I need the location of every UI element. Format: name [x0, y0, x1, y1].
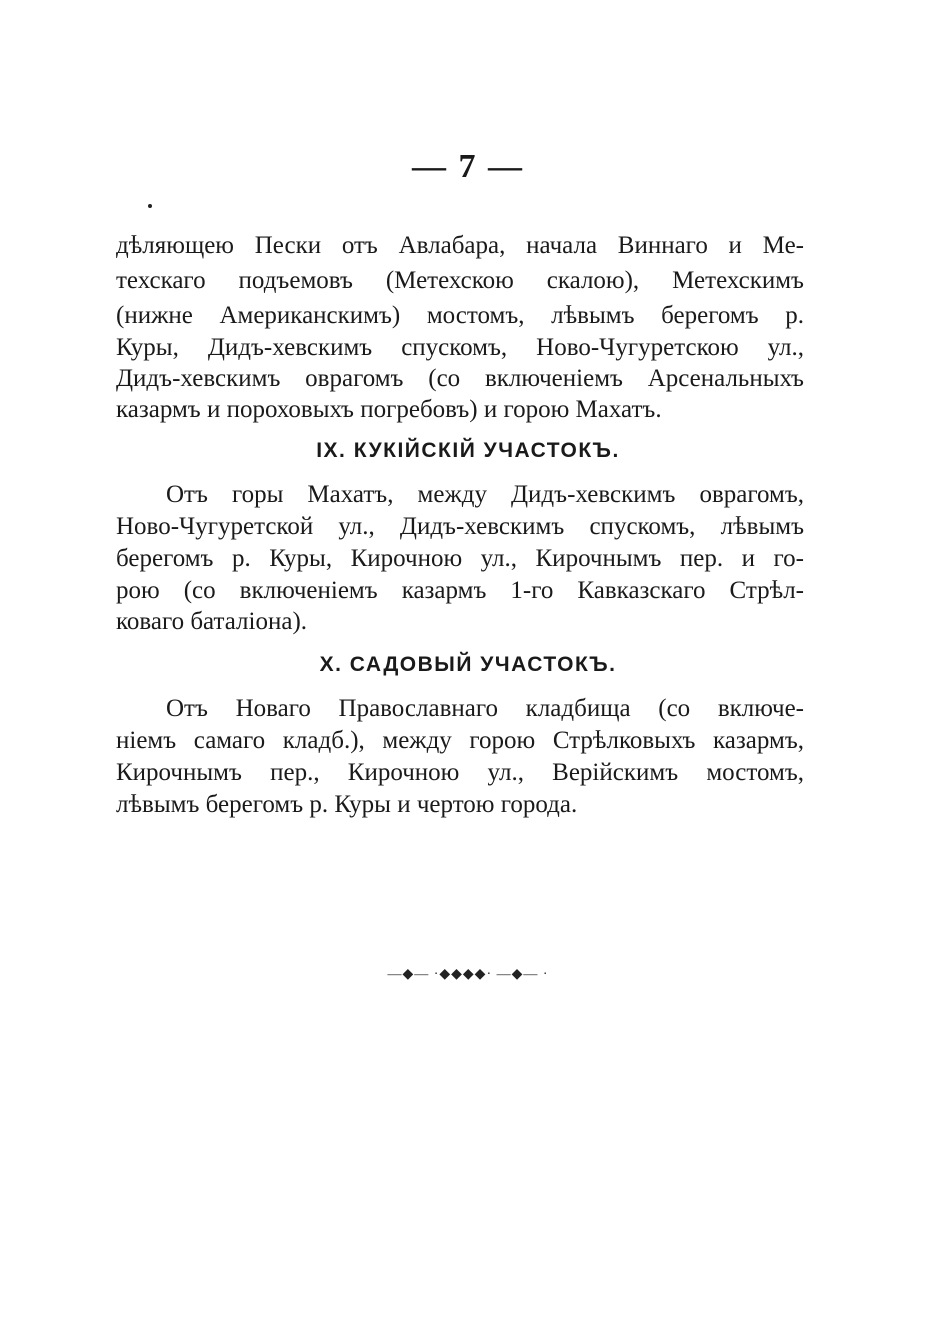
- section-heading-x: X. САДОВЫЙ УЧАСТОКЪ.: [319, 653, 617, 676]
- text-line: Отъ горы Махатъ, между Дидъ-хевскимъ оврагомъ,: [166, 481, 804, 508]
- text-line: Кирочнымъ пер., Кирочною ул., Верійскимъ мостомъ,: [116, 759, 804, 786]
- text-line: дѣляющею Пески отъ Авлабара, начала Виннаго и Ме-: [116, 232, 804, 259]
- text-line: берегомъ р. Куры, Кирочною ул., Кирочнымъ пер. и го-: [116, 545, 804, 572]
- text-line: рою (со включеніемъ казармъ 1-го Кавказскаго Стрѣл-: [116, 577, 804, 604]
- text-line: Ново-Чугуретской ул., Дидъ-хевскимъ спускомъ, лѣвымъ: [116, 513, 804, 540]
- text-line: Дидъ-хевскимъ оврагомъ (со включеніемъ Арсенальныхъ: [116, 365, 804, 392]
- text-line: Куры, Дидъ-хевскимъ спускомъ, Ново-Чугуретскою ул.,: [116, 334, 804, 361]
- text-line: техскаго подъемовъ (Метехскою скалою), Метехскимъ: [116, 267, 804, 294]
- text-line: коваго баталіона).: [116, 608, 308, 635]
- text-line: (нижне Американскимъ) мостомъ, лѣвымъ берегомъ р.: [116, 302, 804, 329]
- text-line: Отъ Новаго Православнаго кладбища (со включе-: [166, 695, 804, 722]
- section-heading-ix: IX. КУКІЙСКІЙ УЧАСТОКЪ.: [316, 439, 620, 462]
- text-line: ніемъ самаго кладб.), между горою Стрѣлковыхъ казармъ,: [116, 727, 804, 754]
- ornament-divider: —◆— ·◆◆◆◆· —◆— ·: [387, 967, 549, 982]
- text-line: лѣвымъ берегомъ р. Куры и чертою города.: [116, 791, 578, 818]
- stray-dot: [148, 204, 152, 208]
- text-line: казармъ и пороховыхъ погребовъ) и горою Махатъ.: [116, 396, 662, 423]
- page-number: — 7 —: [412, 148, 524, 185]
